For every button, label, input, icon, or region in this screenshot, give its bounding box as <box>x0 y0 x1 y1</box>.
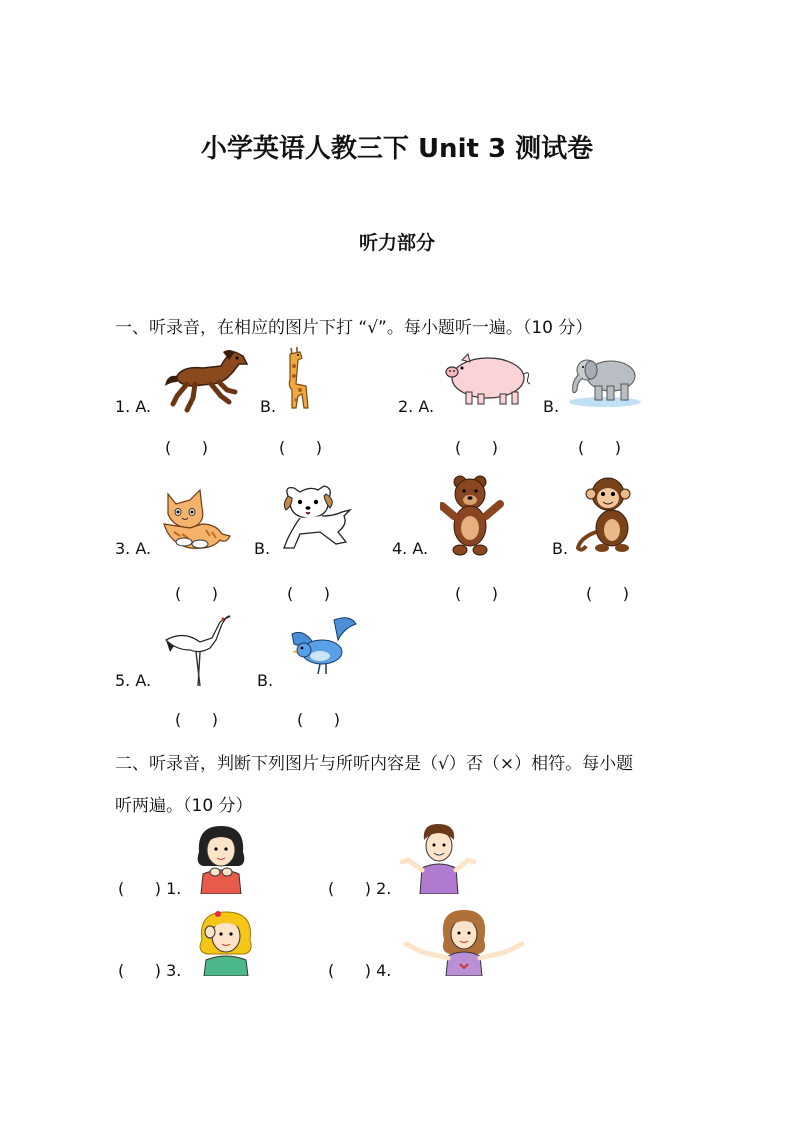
cat-image <box>160 484 234 556</box>
part2-q4-label[interactable]: ( ) 4. <box>328 961 392 980</box>
monkey-image <box>576 474 646 554</box>
horse-image <box>163 346 251 414</box>
q2a-answer-bracket[interactable]: ( ) <box>455 438 498 457</box>
bear-image <box>440 474 504 558</box>
q3-option-b: B. <box>254 539 271 558</box>
page-title: 小学英语人教三下 Unit 3 测试卷 <box>200 134 594 164</box>
crane-image <box>160 614 232 688</box>
part2-instruction-line2: 听两遍。（10 分） <box>115 796 253 816</box>
part2-instruction-line1: 二、听录音，判断下列图片与所听内容是（√）否（×）相符。每小题 <box>115 754 634 774</box>
q4a-answer-bracket[interactable]: ( ) <box>455 584 498 603</box>
q5-number: 5. A. <box>115 671 152 690</box>
part2-q2-label[interactable]: ( ) 2. <box>328 879 392 898</box>
q2-number: 2. A. <box>398 397 435 416</box>
pig-image <box>444 350 532 408</box>
girl-touching-mouth-image <box>193 822 249 894</box>
q2-option-b: B. <box>543 397 560 416</box>
q1-number: 1. A. <box>115 397 152 416</box>
part1-instruction: 一、听录音，在相应的图片下打 “√”。每小题听一遍。（10 分） <box>115 318 593 338</box>
q4-option-b: B. <box>552 539 569 558</box>
q4b-answer-bracket[interactable]: ( ) <box>586 584 629 603</box>
q3-number: 3. A. <box>115 539 152 558</box>
girl-touching-eyes-image <box>196 906 260 976</box>
giraffe-image <box>282 346 316 412</box>
q5b-answer-bracket[interactable]: ( ) <box>297 710 340 729</box>
bird-image <box>284 614 360 682</box>
section-heading-listening: 听力部分 <box>358 232 435 254</box>
boy-shrugging-image <box>400 822 476 894</box>
q3b-answer-bracket[interactable]: ( ) <box>287 584 330 603</box>
elephant-image <box>567 352 643 410</box>
q1b-answer-bracket[interactable]: ( ) <box>279 438 322 457</box>
girl-arms-open-image <box>402 906 526 976</box>
q1a-answer-bracket[interactable]: ( ) <box>165 438 208 457</box>
q4-number: 4. A. <box>392 539 429 558</box>
q5a-answer-bracket[interactable]: ( ) <box>175 710 218 729</box>
q3a-answer-bracket[interactable]: ( ) <box>175 584 218 603</box>
q5-option-b: B. <box>257 671 274 690</box>
part2-q1-label[interactable]: ( ) 1. <box>118 879 182 898</box>
dog-image <box>280 482 354 554</box>
q2b-answer-bracket[interactable]: ( ) <box>578 438 621 457</box>
q1-option-b: B. <box>260 397 277 416</box>
part2-q3-label[interactable]: ( ) 3. <box>118 961 182 980</box>
